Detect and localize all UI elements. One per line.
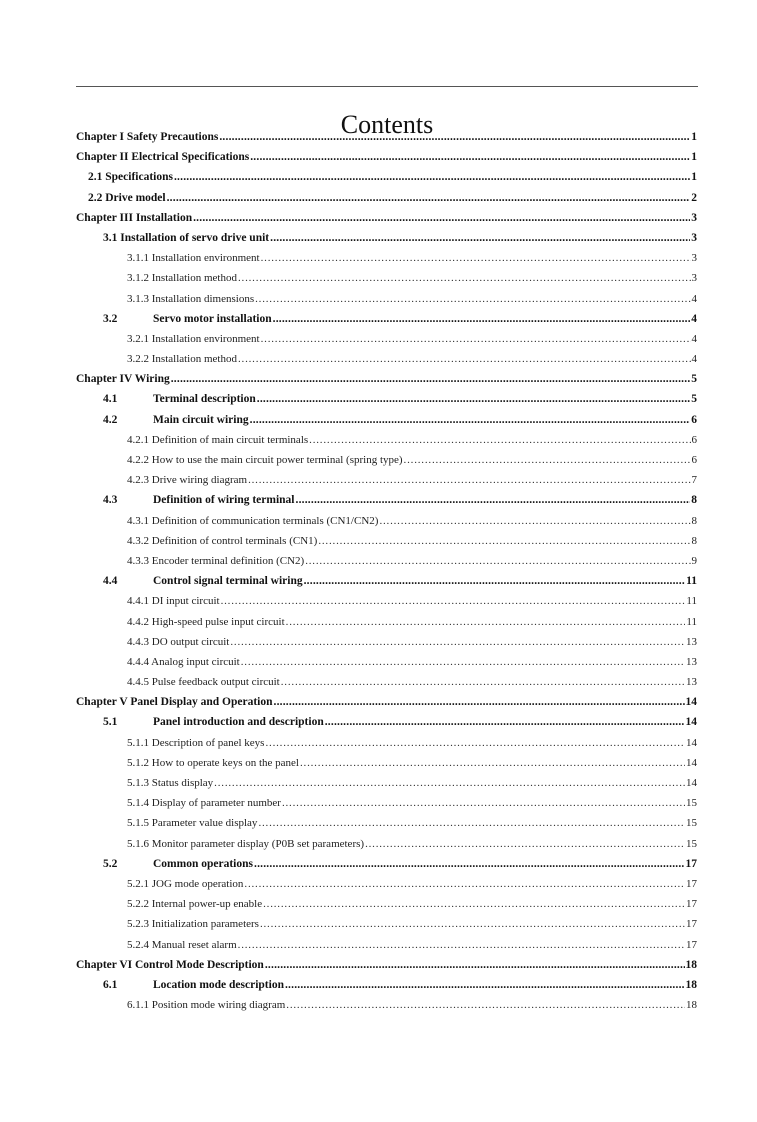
toc-entry[interactable]	[76, 167, 697, 187]
toc-entry[interactable]	[76, 228, 697, 248]
toc-dot-leader	[285, 975, 685, 995]
toc-entry-heading	[127, 612, 285, 632]
toc-dot-leader	[263, 894, 685, 914]
toc-entry-title: 4.3.2 Definition of control terminals (CN1)	[127, 534, 318, 547]
toc-entry-title: 3.2.1 Installation environment	[127, 332, 260, 345]
toc-entry-title: 5.1.6 Monitor parameter display (P0B set parameters)	[127, 837, 365, 850]
toc-dot-leader	[325, 712, 685, 732]
toc-entry-heading	[127, 672, 280, 692]
toc-page-number: 1	[691, 171, 697, 184]
toc-entry-title: Location mode description	[153, 978, 284, 991]
toc-entry[interactable]	[76, 450, 697, 470]
header-rule	[76, 86, 698, 87]
toc-entry-title: Terminal description	[153, 393, 256, 406]
toc-entry-heading	[76, 127, 218, 147]
toc-entry[interactable]	[76, 612, 697, 632]
toc-entry-title: 5.1.1 Description of panel keys	[127, 736, 265, 749]
toc-entry-title: 3.1 Installation of servo drive unit	[103, 231, 270, 244]
toc-entry-heading	[127, 289, 254, 309]
toc-page-number: 3	[691, 211, 697, 224]
toc-entry[interactable]	[76, 753, 697, 773]
toc-page-number: 15	[686, 817, 697, 830]
toc-entry-title: Common operations	[153, 857, 253, 870]
toc-entry-heading	[127, 773, 213, 793]
toc-entry[interactable]	[76, 571, 697, 591]
toc-entry-title: 3.1.2 Installation method	[127, 272, 237, 285]
toc-page-number: 5	[691, 393, 697, 406]
toc-page-number: 1	[691, 131, 697, 143]
toc-dot-leader	[261, 329, 691, 349]
toc-entry[interactable]	[76, 289, 697, 309]
toc-entry-title: 5.2.3 Initialization parameters	[127, 918, 259, 931]
toc-dot-leader	[286, 612, 686, 632]
toc-entry[interactable]	[76, 834, 697, 854]
toc-entry-number: 3.2	[103, 312, 118, 325]
toc-page-number: 13	[686, 655, 697, 668]
toc-page-number: 14	[685, 716, 697, 729]
toc-entry[interactable]	[76, 551, 697, 571]
toc-page-number: 17	[685, 857, 697, 870]
toc-entry-heading	[127, 470, 247, 490]
toc-entry-heading	[103, 389, 256, 409]
toc-entry-heading	[127, 834, 364, 854]
toc-entry-heading	[127, 935, 237, 955]
toc-dot-leader	[305, 551, 690, 571]
toc-dot-leader	[281, 672, 685, 692]
toc-entry-title: 5.1.3 Status display	[127, 777, 214, 789]
toc-entry-heading	[103, 309, 272, 329]
toc-entry-heading	[76, 955, 264, 975]
toc-entry-heading	[127, 995, 285, 1015]
toc-page-number: 4	[691, 332, 697, 345]
toc-entry[interactable]	[76, 854, 697, 874]
toc-page-number: 17	[686, 918, 697, 931]
toc-entry[interactable]	[76, 470, 697, 490]
toc-entry-title: 4.4.1 DI input circuit	[127, 595, 220, 608]
toc-entry[interactable]	[76, 127, 697, 147]
toc-entry-heading	[127, 551, 304, 571]
toc-page-number: 15	[686, 837, 697, 850]
toc-entry-title: Chapter III Installation	[76, 211, 193, 224]
toc-page-number: 18	[685, 978, 697, 991]
toc-entry-heading	[76, 147, 249, 167]
toc-page-number: 14	[685, 696, 697, 709]
toc-dot-leader	[171, 369, 691, 389]
toc-entry[interactable]	[76, 591, 697, 611]
toc-dot-leader	[255, 289, 690, 309]
toc-dot-leader	[300, 753, 685, 773]
toc-entry-title: 6.1.1 Position mode wiring diagram	[127, 999, 286, 1012]
toc-entry-heading	[127, 268, 237, 288]
toc-entry[interactable]	[76, 874, 697, 894]
toc-entry-number: 4.2	[103, 413, 118, 426]
toc-entry[interactable]	[76, 692, 697, 712]
toc-entry-heading	[127, 511, 378, 531]
toc-entry-heading	[76, 692, 273, 712]
toc-entry[interactable]	[76, 511, 697, 531]
toc-entry-heading	[88, 167, 173, 187]
toc-page-number: 17	[686, 898, 697, 911]
toc-entry-heading	[127, 753, 299, 773]
toc-entry[interactable]	[76, 147, 697, 167]
toc-entry-heading	[103, 228, 269, 248]
toc-dot-leader	[174, 167, 690, 187]
toc-entry-title: 5.2.2 Internal power-up enable	[127, 898, 263, 911]
toc-entry[interactable]	[76, 531, 697, 551]
toc-dot-leader	[296, 490, 691, 510]
toc-page-number: 4	[691, 353, 697, 366]
toc-entry-title: 5.2.4 Manual reset alarm	[127, 938, 237, 951]
toc-entry-title: 4.2.1 Definition of main circuit terminals	[127, 433, 309, 446]
toc-entry-title: Chapter I Safety Precautions	[76, 131, 219, 143]
toc-dot-leader	[257, 389, 690, 409]
toc-entry-heading	[127, 632, 229, 652]
toc-entry-title: 4.4.2 High-speed pulse input circuit	[127, 615, 285, 628]
toc-entry-heading	[127, 591, 220, 611]
toc-dot-leader	[318, 531, 690, 551]
toc-dot-leader	[193, 208, 690, 228]
toc-entry-title: 4.2.2 How to use the main circuit power terminal (spring type)	[127, 454, 403, 466]
toc-page-number: 6	[691, 413, 697, 426]
toc-page-number: 1	[691, 151, 697, 164]
toc-dot-leader	[379, 511, 690, 531]
toc-dot-leader	[260, 914, 685, 934]
toc-entry[interactable]	[76, 430, 697, 450]
toc-entry-title: 5.1.4 Display of parameter number	[127, 797, 281, 810]
toc-entry[interactable]	[76, 672, 697, 692]
toc-dot-leader	[265, 955, 685, 975]
toc-dot-leader	[261, 248, 691, 268]
toc-dot-leader	[250, 410, 691, 430]
toc-entry-title: 3.2.2 Installation method	[127, 353, 237, 366]
toc-entry[interactable]	[76, 349, 697, 369]
toc-dot-leader	[250, 147, 690, 167]
toc-entry-heading	[127, 874, 243, 894]
toc-entry-heading	[76, 369, 170, 389]
page-title: Contents	[340, 110, 434, 140]
toc-entry-number: 5.2	[103, 857, 118, 870]
toc-entry-title: Chapter VI Control Mode Description	[76, 958, 264, 971]
toc-entry-title: 4.4.3 DO output circuit	[127, 635, 230, 648]
toc-entry-number: 4.1	[103, 393, 118, 406]
toc-dot-leader	[273, 309, 691, 329]
toc-page-number: 13	[686, 635, 697, 648]
toc-page-number: 2	[691, 191, 697, 204]
toc-dot-leader	[404, 450, 691, 470]
toc-entry-heading	[127, 914, 259, 934]
toc-entry[interactable]	[76, 975, 697, 995]
toc-entry-title: 4.4.5 Pulse feedback output circuit	[127, 676, 280, 689]
toc-entry-title: 5.2.1 JOG mode operation	[127, 877, 244, 890]
toc-entry-title: 2.2 Drive model	[88, 191, 166, 204]
toc-entry[interactable]	[76, 329, 697, 349]
toc-entry-heading	[127, 652, 240, 672]
toc-page-number: 4	[691, 312, 697, 325]
toc-page-number: 4	[691, 292, 697, 305]
toc-entry-title: 3.1.3 Installation dimensions	[127, 292, 255, 305]
toc-page-number: 17	[686, 938, 697, 951]
toc-entry-heading	[103, 571, 303, 591]
toc-entry-title: Definition of wiring terminal	[153, 494, 295, 507]
toc-entry-title: Servo motor installation	[153, 312, 272, 325]
toc-dot-leader	[167, 188, 691, 208]
toc-entry-number: 6.1	[103, 978, 118, 991]
toc-entry-title: Panel introduction and description	[153, 716, 324, 729]
toc-entry[interactable]	[76, 632, 697, 652]
toc-dot-leader	[365, 834, 685, 854]
toc-entry[interactable]	[76, 793, 697, 813]
toc-entry[interactable]	[76, 995, 697, 1015]
toc-entry-heading	[127, 450, 403, 470]
toc-entry-title: 5.1.5 Parameter value display	[127, 817, 258, 830]
toc-entry-title: 4.3.1 Definition of communication terminals (CN1/CN2)	[127, 514, 379, 527]
toc-dot-leader	[270, 228, 690, 248]
toc-entry[interactable]	[76, 894, 697, 914]
toc-page-number: 11	[686, 575, 697, 588]
toc-entry-heading	[127, 430, 308, 450]
toc-entry-title: Main circuit wiring	[153, 413, 249, 426]
toc-entry-heading	[127, 531, 317, 551]
toc-dot-leader	[286, 995, 685, 1015]
toc-entry-number: 4.3	[103, 494, 118, 507]
toc-entry-heading	[127, 813, 257, 833]
toc-entry-title: 4.4.4 Analog input circuit	[127, 655, 240, 668]
toc-entry-heading	[103, 712, 324, 732]
toc-entry-heading	[127, 793, 281, 813]
toc-dot-leader	[238, 268, 691, 288]
toc-page-number: 11	[686, 595, 697, 608]
toc-entry[interactable]	[76, 813, 697, 833]
toc-entry-number: 4.4	[103, 575, 118, 588]
toc-dot-leader	[214, 773, 685, 793]
toc-page-number: 11	[686, 615, 697, 628]
toc-page-number: 18	[686, 999, 697, 1012]
toc-page-number: 8	[691, 514, 697, 527]
toc-entry-number: 5.1	[103, 716, 118, 729]
toc-entry-title: 4.2.3 Drive wiring diagram	[127, 474, 248, 487]
toc-entry-heading	[103, 854, 253, 874]
toc-dot-leader	[265, 733, 685, 753]
toc-entry[interactable]	[76, 410, 697, 430]
toc-page-number: 3	[691, 252, 697, 265]
toc-page-number: 17	[686, 877, 697, 890]
toc-dot-leader	[304, 571, 686, 591]
toc-page-number: 14	[686, 736, 697, 749]
toc-entry-heading	[103, 410, 249, 430]
toc-dot-leader	[219, 127, 690, 147]
toc-entry[interactable]	[76, 208, 697, 228]
toc-entry[interactable]	[76, 389, 697, 409]
toc-entry[interactable]	[76, 248, 697, 268]
toc-dot-leader	[221, 591, 686, 611]
toc-entry-heading	[127, 248, 260, 268]
toc-dot-leader	[230, 632, 685, 652]
toc-page-number: 6	[691, 433, 697, 446]
toc-dot-leader	[238, 349, 691, 369]
toc-entry[interactable]	[76, 773, 697, 793]
toc-page-number: 14	[686, 756, 697, 769]
toc-entry-title: 3.1.1 Installation environment	[127, 252, 260, 265]
toc-entry[interactable]	[76, 914, 697, 934]
toc-entry[interactable]	[76, 733, 697, 753]
toc-entry-heading	[127, 329, 260, 349]
toc-dot-leader	[248, 470, 690, 490]
toc-dot-leader	[274, 692, 685, 712]
toc-page-number: 9	[691, 554, 697, 567]
toc-page-number: 7	[691, 474, 697, 487]
toc-entry-heading	[127, 894, 262, 914]
toc-page-number: 8	[691, 534, 697, 547]
toc-page-number: 18	[685, 958, 697, 971]
toc-entry-title: Chapter V Panel Display and Operation	[76, 696, 273, 709]
toc-entry[interactable]	[76, 309, 697, 329]
toc-entry-title: 4.3.3 Encoder terminal definition (CN2)	[127, 554, 305, 567]
toc-dot-leader	[258, 813, 685, 833]
toc-entry-heading	[127, 349, 237, 369]
toc-entry-heading	[103, 490, 295, 510]
toc-dot-leader	[254, 854, 685, 874]
toc-page-number: 3	[691, 272, 697, 285]
toc-entry-heading	[76, 208, 192, 228]
toc-entry-title: 5.1.2 How to operate keys on the panel	[127, 756, 299, 769]
toc-page-number: 6	[691, 454, 697, 466]
toc-entry-title: 2.1 Specifications	[88, 171, 173, 184]
toc-entry[interactable]	[76, 935, 697, 955]
table-of-contents	[76, 127, 697, 1015]
toc-page-number: 8	[691, 494, 697, 507]
toc-entry[interactable]	[76, 955, 697, 975]
toc-page-number: 3	[691, 231, 697, 244]
toc-page-number: 5	[691, 373, 697, 386]
toc-page-number: 13	[686, 676, 697, 689]
toc-entry-title: Chapter II Electrical Specifications	[76, 151, 250, 164]
toc-entry[interactable]	[76, 369, 697, 389]
toc-dot-leader	[238, 935, 685, 955]
toc-dot-leader	[309, 430, 690, 450]
toc-entry-title: Chapter IV Wiring	[76, 373, 170, 386]
toc-entry-heading	[127, 733, 264, 753]
toc-dot-leader	[244, 874, 685, 894]
toc-entry[interactable]	[76, 712, 697, 732]
toc-dot-leader	[282, 793, 685, 813]
toc-dot-leader	[241, 652, 685, 672]
toc-entry-title: Control signal terminal wiring	[153, 575, 303, 588]
toc-page-number: 14	[686, 777, 697, 789]
toc-entry[interactable]	[76, 188, 697, 208]
toc-entry[interactable]	[76, 268, 697, 288]
toc-entry-heading	[88, 188, 166, 208]
toc-entry[interactable]	[76, 652, 697, 672]
toc-entry-heading	[103, 975, 284, 995]
toc-page-number: 15	[686, 797, 697, 810]
toc-entry[interactable]	[76, 490, 697, 510]
